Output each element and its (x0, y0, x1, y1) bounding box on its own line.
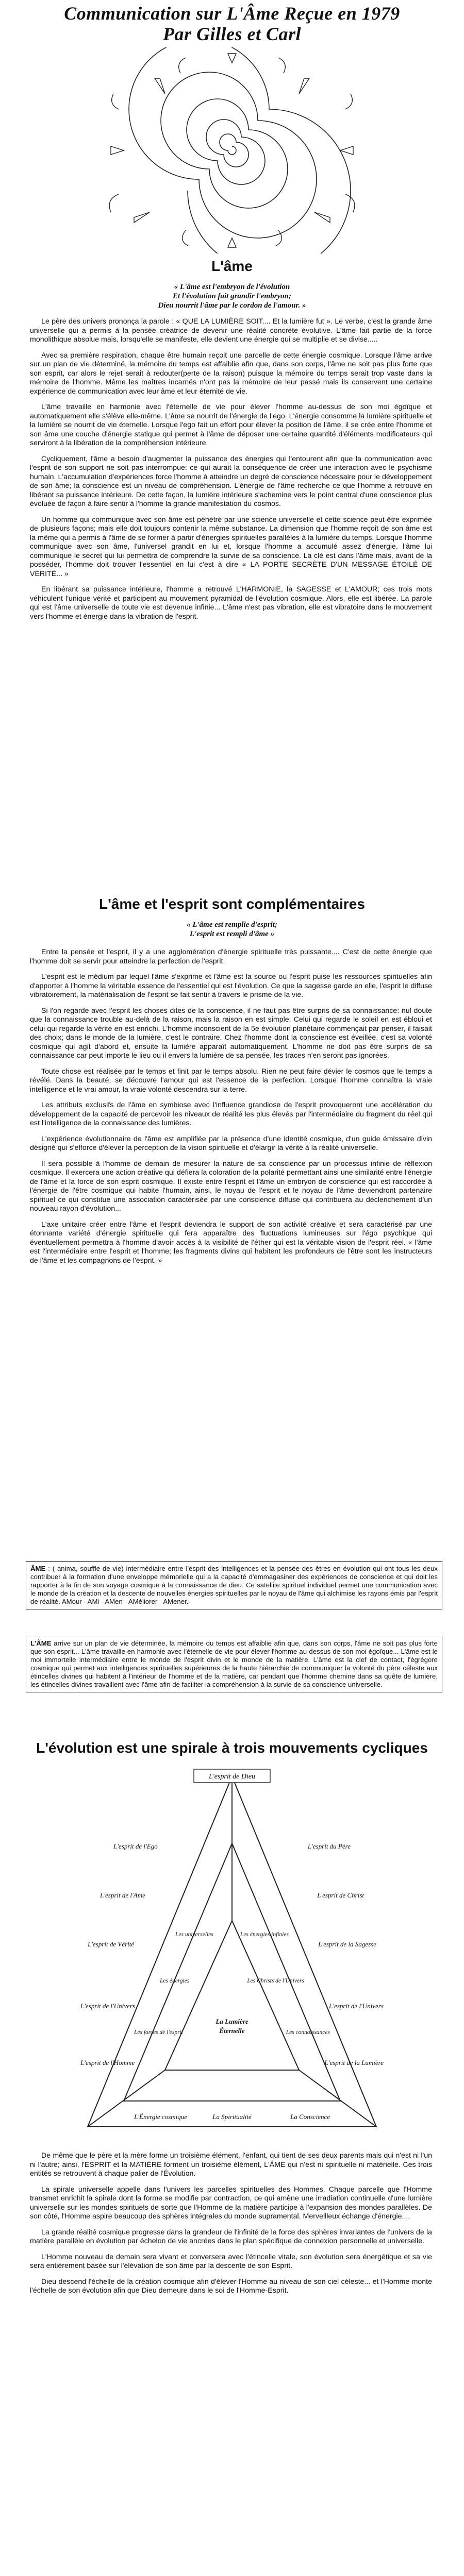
summary-text: arrive sur un plan de vie déterminée, la mémoire du temps est affaiblie afin que, dans son corps, l'âme ne soit pas plus forte que son esprit... L'âme travaille en harmonie avec l'éternelle de vie pour élever l'homme au-dessus de son moi égoïque... L'âme est le moi immortelle intermédiaire entre le monde de l'esprit divin et le monde de la matière. L'âme est la clef de contact, l'égrégore cosmique qui permet aux intelligences spirituelles supérieures de la haute hiérarchie de communiquer la volonté du père céleste aux étincelles divines qui habitent à l'intérieur de l'homme et de la matière, car pendant que l'homme chemine dans sa quête de lumière, les étincelles divines travaillent avec l'âme afin de faciliter la compréhension à la survie de sa conscience universelle. (30, 1639, 438, 1688)
right-label-3: L'esprit de la Sagesse (318, 1940, 376, 1948)
page-title-line2: Par Gilles et Carl (163, 24, 301, 44)
inner-left-1: Les universelles (175, 1931, 213, 1938)
page-title-line1: Communication sur L'Âme Reçue en 1979 (64, 3, 400, 24)
section-heading-esprit: L'âme et l'esprit sont complémentaires (99, 896, 365, 912)
section-heading-ame: L'âme (211, 258, 253, 274)
summary-term: L'ÂME (30, 1639, 52, 1647)
inner-right-2: Les Christs de l'Univers (247, 1978, 304, 1984)
ame-paragraph-5: Un homme qui communique avec son âme est pénétré par une science universelle et cette science peut-être exprimée de plusieurs façons; mais elle doit toujours contenir la même substance. La dimension que l'homme reçoit de son âme est la même qui a permis à l'âme de se former à partir d'énergies spirituelles parallèles à la lumière du temps. Lorsque l'homme communique avec son âme, l'universel grandit en lui et, lorsque l'homme a accumulé assez d'énergie, l'âme lui communique le secret qui lui permettra de comprendre la survie de sa conscience. La clé est dans l'âme mais, avant de la posséder, l'homme doit trouver l'essentiel en lui c'est à dire « LA PORTE SECRÈTE D'UN MESSAGE ÉTOILÉ DE VÉRITÉ... » (30, 515, 432, 578)
base-label-1: L'Énergie cosmique (134, 2113, 188, 2121)
left-label-1: L'esprit de l'Ego (113, 1842, 158, 1850)
base-label-2: La Spiritualité (212, 2113, 252, 2121)
section-heading-spirale: L'évolution est une spirale à trois mouvements cycliques (36, 1740, 428, 1756)
esprit-paragraph-7: Il sera possible à l'homme de demain de mesurer la nature de sa conscience par un processus infinie de réflexion cosmique. Il exercera une action créative qui défiera la coloration de la polarité permettant ainsi une similarité entre l'énergie de l'âme et la force de son esprit cosmique. Il existe entre l'esprit et l'âme un embryon de conscience qui est raccordée à l'énergie de l'être cosmique qui habite l'humain, ainsi, le noyau de l'esprit et le noyau de l'âme deviendront partenaire spirituel ce qui constitue une association caractérisée par une conscience diffuse qui contribuera au déclenchement d'un nouveau rayon d'évolution... (30, 1159, 432, 1213)
inner-right-1: Les énergies infinies (240, 1931, 289, 1938)
left-label-2: L'esprit de l'Ame (100, 1891, 145, 1899)
base-label-3: La Conscience (290, 2113, 330, 2121)
quote-esprit-line2: L'esprit est rempli d'âme » (189, 930, 275, 938)
center-label-2: Éternelle (219, 2027, 245, 2035)
quote-ame-line1: « L'âme est l'embryon de l'évolution (174, 283, 290, 291)
left-label-4: L'esprit de l'Univers (80, 2002, 135, 2010)
inner-left-2: Les énergies (160, 1978, 190, 1984)
spirale-paragraph-1: De même que le père et la mère forme un troisième élément, l'enfant, qui tient de ses deux parents mais qui n'est ni l'un ni l'autre; ainsi, l'ESPRIT et la MATIÈRE forment un troisième élément, L'ÂME qui n'est ni spirituelle ni matérielle. Ces trois entités se retrouvent à chaque palier de l'Évolution. (30, 2151, 432, 2178)
left-label-3: L'esprit de Vérité (88, 1940, 135, 1948)
ame-paragraph-3: L'âme travaille en harmonie avec l'éternelle de vie pour élever l'homme au-dessus de son moi égoïque et automatiquement elle s'élève elle-même. L'âme se nourrit de l'énergie de l'ego. L'énergie consomme la lumière spirituelle et la lumière se nourrit de vie éternelle. Lorsque l'ego fait un effort pour élever la position de l'âme, il se crée entre l'homme et son âme une couche d'énergie statique qui permet à l'âme de déposer une certaine quantité d'éléments modificateurs qui serviront à la libération de la compréhension intérieure. (30, 403, 432, 447)
ame-body (30, 317, 432, 621)
esprit-paragraph-2: L'esprit est le médium par lequel l'âme s'exprime et l'âme est la source ou l'esprit puise les ressources spirituelles afin d'apporter à l'homme la véritable essence de l'essentiel qui est l'évolution. Ce que la sagesse garde en elle, l'esprit le diffuse vibratoirement, la matérialisation de l'esprit se fait sentir à travers le prisme de la vie. (30, 973, 432, 999)
quote-ame-line2: Et l'évolution fait grandir l'embryon; (172, 292, 292, 300)
definition-term: ÂME (30, 1565, 46, 1572)
definition-box-ame (26, 1561, 442, 1609)
spirale-paragraph-2: La spirale universelle appelle dans l'univers les parcelles spirituelles des Hommes. Chaque parcelle que l'Homme transmet enrichit la spirale dont la forme se modifie par contraction, ce qui amène une irradiation continuelle d'une lumière universelle sur les mondes spirituels de sorte que l'Homme de la matière participe à l'expansion des mondes parallèles. De son côté, l'Homme aspire beaucoup des sphères intégrales du monde supramental. Merveilleux échange d'énergie.... (30, 2185, 432, 2221)
spirale-paragraph-4: L'Homme nouveau de demain sera vivant et conversera avec l'étincelle vitale, son évolution sera énergétique et sa vie sera entièrement basée sur l'élévation de son âme par la descente de son Esprit. (30, 2252, 432, 2270)
ame-paragraph-2: Avec sa première respiration, chaque être humain reçoit une parcelle de cette énergie cosmique. Lorsque l'âme arrive sur un plan de vie déterminé, la mémoire du temps est affaiblie afin que, dans son corps, l'âme ne soit pas plus forte que son esprit, car alors le rejet serait à redouter(perte de la raison) puisque la mémoire du temps serait trop vaste dans la mémoire de l'homme. Même les maîtres incarnés n'ont pas la mémoire de leur passé mais ils conservent une certaine expérience de communication avec leur âme et leur éternité de vie. (30, 351, 432, 396)
spirale-paragraph-5: Dieu descend l'échelle de la création cosmique afin d'élever l'Homme au niveau de son ciel céleste... et l'Homme monte l'échelle de son évolution afin que Dieu demeure dans le soi de l'Homme-Esprit. (30, 2277, 432, 2295)
esprit-paragraph-3: Si l'on regarde avec l'esprit les choses dites de la conscience, il ne faut pas être surpris de sa connaissance: nul doute que la connaissance trouble au-delà de la raison, mais la raison en est simple. Celui qui regarde le soleil en est ébloui et celui qui regarde la vérité en est enrichi. L'homme inconscient de la 5e évolution planétaire commençait par penser, il faisait des choix; dans le monde de la lumière, c'est le contraire. Chez l'homme dont la conscience est éveillée, c'est sa volonté cosmique qui agit d'abord et, ensuite la lumière apparaît automatiquement. L'homme ne doit pas être surpris de sa connaissance car peut importe le lieu ou il envers la lumière de sa pensée, les traces n'en seront pas ignorées. (30, 1006, 432, 1060)
pyramid-inner (165, 1921, 299, 2070)
spirale-body (30, 2151, 432, 2296)
quote-esprit-line1: « L'âme est remplie d'esprit; (187, 921, 277, 929)
spirale-paragraph-3: La grande réalité cosmique progresse dans la grandeur de l'infinité de la force des sphères invariantes de l'univers de la matière parallèle en évolution par échelon de vie ancrées dans le plan spécifique de connexion personnelle et universelle. (30, 2228, 432, 2245)
inner-right-3: Les connaissances (286, 2029, 330, 2036)
esprit-paragraph-4: Toute chose est réalisée par le temps et finit par le temps absolu. Rien ne peut faire dévier le cosmos que le temps a révélé. Dans la beauté, se découvre l'amour qui est l'essence de la perfection. Lorsque l'homme connaîtra la vraie intelligence et le vrai amour, la vraie volonté descendra sur la terre. (30, 1067, 432, 1094)
right-label-2: L'esprit de Christ (317, 1891, 364, 1899)
quote-ame-line3: Dieu nourrit l'âme par le cordon de l'amour. » (158, 301, 306, 310)
esprit-body (30, 948, 432, 1265)
left-label-5: L'esprit de l'Homme (80, 2059, 135, 2066)
ame-paragraph-4: Cycliquement, l'âme a besoin d'augmenter la puissance des énergies qui l'entourent afin que la communication avec l'esprit de son support ne soit pas interrompue: ce qui aurait la conséquence de créer une interaction avec le psychisme humain. L'accumulation d'expériences force l'homme à atteindre un degré de conscience nécessaire pour le développement de son âme; la conscience est un niveau de compréhension. L'énergie de l'âme recherche ce que l'homme a retrouvé en libérant sa puissance intérieure. De cette façon, la lumière intérieure s'achemine vers le point central d'une conscience plus évoluée de façon à faire sentir à l'homme la grande manifestation du cosmos. (30, 454, 432, 508)
ame-paragraph-1: Le père des univers prononça la parole : « QUE LA LUMIÈRE SOIT.... Et la lumière fut ». Le verbe, c'est la grande âme universelle qui a permis à la pensée créatrice de devenir une réalité concrète évolutive. L'âme fait partie de la force monolithique absolue mais, lorsqu'elle se manifeste, elle devient une énergie qui se multiplie et se divise..... (30, 317, 432, 344)
ame-paragraph-6: En libérant sa puissance intérieure, l'homme a retrouvé L'HARMONIE, la SAGESSE et L'AMOUR; ces trois mots véhiculent l'unique vérité et participent au mouvement pyramidal de l'évolution cosmique. Alors, elle est libérée. La parole qui est l'âme universelle de toute vie est devenue infinie... L'âme n'est pas vibration, elle est vibratoire dans le mouvement vers l'homme et énergie dans la vibration de l'esprit. (30, 585, 432, 621)
esprit-paragraph-8: L'axe unitaire créer entre l'âme et l'esprit deviendra le support de son activité créative et sera caractérisé par une étonnante variété d'énergie spirituelle qui fera apparaître des fluctuations lumineuses sur l'égo psychique qui éventuellement permettra à l'homme d'avoir accès à la visibilité de l'éther qui est la véritable vision de l'esprit réel. « l'âme est l'intermédiaire entre l'esprit et l'homme; les fragments divins qui habitent les profondeurs de l'être sont les instructeurs de l'âme et les compagnons de l'esprit. » (30, 1220, 432, 1265)
center-label-1: La Lumière (216, 2018, 248, 2025)
pyramid-figure (0, 1766, 464, 2137)
spiral-figure (0, 47, 464, 253)
right-label-4: L'esprit de l'Univers (329, 2002, 384, 2010)
summary-box-ame (26, 1636, 442, 1692)
right-label-1: L'esprit du Père (307, 1842, 351, 1850)
spiral-drawing (88, 47, 376, 253)
diagram-top-label: L'esprit de Dieu (208, 1773, 256, 1781)
esprit-paragraph-5: Les attributs exclusifs de l'âme en symbiose avec l'influence grandiose de l'esprit provoqueront une accélération du développement de la capacité de percevoir les niveaux de réalité les plus élevés par l'intermédiaire du fragment du réel qui est l'intelligence de la connaissance des lumières. (30, 1101, 432, 1127)
definition-text: : ( anima, souffle de vie) intermédiaire entre l'esprit des intelligences et la pensée des êtres en évolution qui ont tous les deux contribuer à la formation d'une enveloppe mémorielle qui a la capacité d'emmagasiner des expériences de conscience et qui doit les rapporter à la fin de son voyage cosmique à la connaissance de dieu. Ce satellite spirituel individuel permet une communication avec le monde de la création et la descente de nouvelles énergies spirituelles par le noyau de l'âme qui alchimise les rayons émis par l'esprit de réalité. AMour - AMi - AMen - AMéliorer - AMener. (30, 1565, 438, 1605)
inner-left-3: Les forces de l'esprit (134, 2029, 183, 2036)
esprit-paragraph-1: Entre la pensée et l'esprit, il y a une agglomération d'énergie spirituelle très puissante.... C'est de cette énergie que l'homme doit se servir pour atteindre la perfection de l'esprit. (30, 948, 432, 965)
right-label-5: L'esprit de la Lumière (324, 2059, 384, 2066)
spiral-stroke (129, 47, 351, 253)
esprit-paragraph-6: L'expérience évolutionnaire de l'âme est amplifiée par la présence d'une identité cosmique, d'un guide émissaire divin désigné qui s'efforce d'élever la perception de la vision spirituelle et d'élargir la vérité à la réalité universelle. (30, 1134, 432, 1152)
pyramid-diagram (77, 1766, 387, 2137)
